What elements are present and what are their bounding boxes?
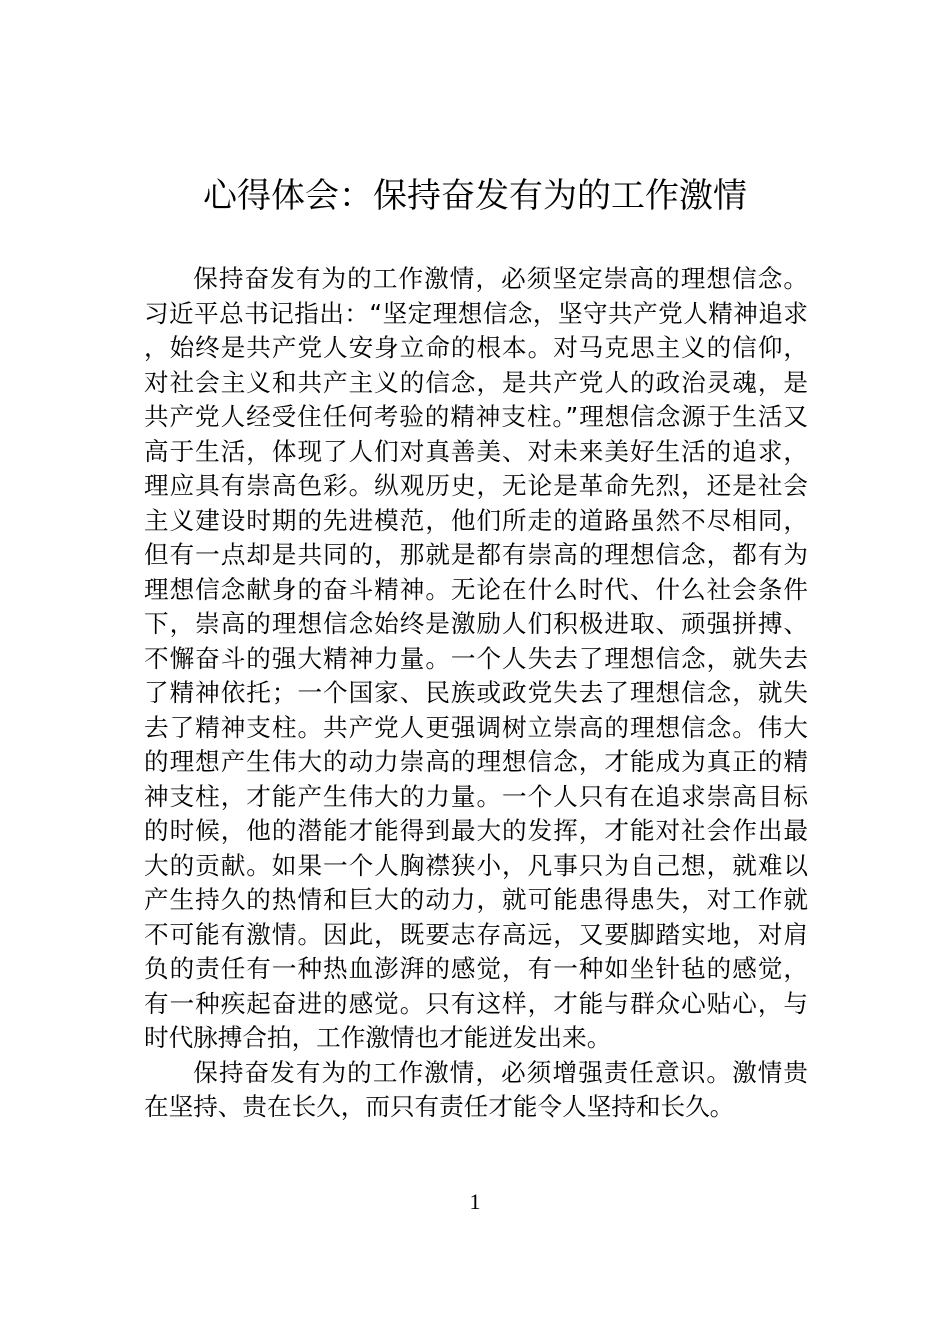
document-body — [144, 262, 808, 1125]
page-number: 1 — [469, 1189, 481, 1214]
paragraph-2: 保持奋发有为的工作激情，必须增强责任意识。激情贵在坚持、贵在长久，而只有责任才能令人坚持和长久。 — [144, 1057, 808, 1121]
paragraph-1: 保持奋发有为的工作激情，必须坚定崇高的理想信念。习近平总书记指出：“坚定理想信念，坚守共产党人精神追求，始终是共产党人安身立命的根本。对马克思主义的信仰，对社会主义和共产主义的信念，是共产党人的政治灵魂，是共产党人经受住任何考验的精神支柱。”理想信念源于生活又高于生活，体现了人们对真善美、对未来美好生活的追求，理应具有崇高色彩。纵观历史，无论是革命先烈，还是社会主义建设时期的先进模范，他们所走的道路虽然不尽相同，但有一点却是共同的，那就是都有崇高的理想信念，都有为理想信念献身的奋斗精神。无论在什么时代、什么社会条件下，崇高的理想信念始终是激励人们积极进取、顽强拼搏、不懈奋斗的强大精神力量。一个人失去了理想信念，就失去了精神依托；一个国家、民族或政党失去了理想信念，就失去了精神支柱。共产党人更强调树立崇高的理想信念。伟大的理想产生伟大的动力崇高的理想信念，才能成为真正的精神支柱，才能产生伟大的力量。一个人只有在追求崇高目标的时候，他的潜能才能得到最大的发挥，才能对社会作出最大的贡献。如果一个人胸襟狭小，凡事只为自己想，就难以产生持久的热情和巨大的动力，就可能患得患失，对工作就不可能有激情。因此，既要志存高远，又要脚踏实地，对肩负的责任有一种热血澎湃的感觉，有一种如坐针毡的感觉，有一种疾起奋进的感觉。只有这样，才能与群众心贴心，与时代脉搏合拍，工作激情也才能迸发出来。 — [144, 264, 808, 1052]
document-title: 心得体会：保持奋发有为的工作激情 — [203, 176, 747, 216]
